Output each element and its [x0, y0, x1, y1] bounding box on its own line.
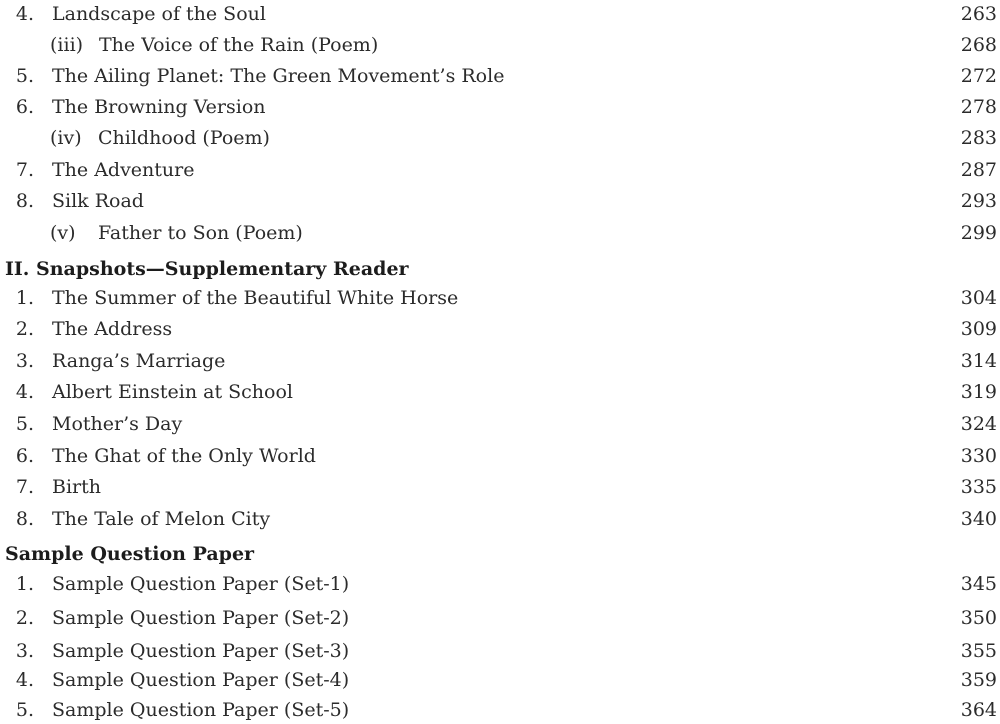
toc-entry	[0, 442, 1000, 470]
entry-page: 330	[960, 445, 997, 467]
toc-entry	[0, 124, 1000, 152]
entry-number: (iv)	[50, 127, 82, 149]
toc-entry	[0, 696, 1000, 724]
toc-entry	[0, 284, 1000, 312]
entry-title: The Browning Version	[52, 96, 266, 118]
entry-title: The Ailing Planet: The Green Movement’s Role	[52, 65, 505, 87]
toc-entry	[0, 505, 1000, 533]
toc-entry	[0, 219, 1000, 247]
entry-page: 293	[960, 190, 997, 212]
section-heading: Sample Question Paper	[5, 543, 255, 565]
toc-entry	[0, 315, 1000, 343]
entry-number: 5.	[15, 65, 34, 87]
entry-page: 319	[960, 381, 997, 403]
toc-entry	[0, 31, 1000, 59]
entry-number: 3.	[15, 350, 34, 372]
toc-entry	[0, 637, 1000, 665]
entry-number: 8.	[15, 508, 34, 530]
entry-number: 5.	[15, 699, 34, 721]
entry-title: The Tale of Melon City	[52, 508, 271, 530]
entry-number: 1.	[15, 573, 34, 595]
entry-number: 4.	[15, 381, 34, 403]
entry-page: 304	[960, 287, 997, 309]
entry-page: 287	[960, 159, 997, 181]
entry-page: 299	[960, 222, 997, 244]
entry-number: 7.	[15, 476, 34, 498]
toc-entry	[0, 570, 1000, 598]
toc-entry	[0, 604, 1000, 632]
entry-title: The Address	[52, 318, 173, 340]
entry-title: Father to Son (Poem)	[98, 222, 303, 244]
entry-title: Sample Question Paper (Set-1)	[52, 573, 350, 595]
entry-number: 8.	[15, 190, 34, 212]
toc-entry	[0, 156, 1000, 184]
entry-page: 309	[960, 318, 997, 340]
entry-title: The Voice of the Rain (Poem)	[99, 34, 379, 56]
entry-title: Sample Question Paper (Set-5)	[52, 699, 350, 721]
entry-title: Birth	[52, 476, 101, 498]
entry-page: 359	[960, 669, 997, 691]
entry-page: 335	[960, 476, 997, 498]
entry-number: 2.	[15, 318, 34, 340]
entry-page: 272	[960, 65, 997, 87]
entry-number: (v)	[50, 222, 76, 244]
entry-page: 345	[960, 573, 997, 595]
entry-page: 350	[960, 607, 997, 629]
entry-title: Sample Question Paper (Set-2)	[52, 607, 350, 629]
entry-title: Silk Road	[52, 190, 144, 212]
entry-number: 6.	[15, 96, 34, 118]
entry-number: 6.	[15, 445, 34, 467]
entry-number: 1.	[15, 287, 34, 309]
entry-page: 355	[960, 640, 997, 662]
entry-title: Albert Einstein at School	[52, 381, 293, 403]
entry-title: Sample Question Paper (Set-4)	[52, 669, 350, 691]
toc-entry	[0, 410, 1000, 438]
entry-page: 283	[960, 127, 997, 149]
entry-title: Childhood (Poem)	[98, 127, 270, 149]
entry-page: 263	[960, 3, 997, 25]
entry-number: 4.	[15, 669, 34, 691]
entry-title: The Summer of the Beautiful White Horse	[52, 287, 459, 309]
entry-page: 324	[960, 413, 997, 435]
toc-entry	[0, 666, 1000, 694]
entry-number: 7.	[15, 159, 34, 181]
entry-page: 340	[960, 508, 997, 530]
toc-entry	[0, 187, 1000, 215]
entry-title: Sample Question Paper (Set-3)	[52, 640, 350, 662]
toc-entry	[0, 473, 1000, 501]
entry-number: (iii)	[50, 34, 84, 56]
toc-entry	[0, 347, 1000, 375]
entry-title: Ranga’s Marriage	[52, 350, 226, 372]
entry-number: 2.	[15, 607, 34, 629]
entry-page: 364	[960, 699, 997, 721]
entry-page: 314	[960, 350, 997, 372]
entry-title: The Ghat of the Only World	[52, 445, 316, 467]
toc-entry	[0, 62, 1000, 90]
entry-number: 5.	[15, 413, 34, 435]
toc-entry	[0, 93, 1000, 121]
toc-entry	[0, 378, 1000, 406]
toc-entry	[0, 0, 1000, 28]
section-heading: II. Snapshots—Supplementary Reader	[5, 258, 409, 280]
entry-page: 268	[960, 34, 997, 56]
entry-title: Landscape of the Soul	[52, 3, 266, 25]
entry-title: The Adventure	[52, 159, 195, 181]
entry-number: 3.	[15, 640, 34, 662]
entry-title: Mother’s Day	[52, 413, 183, 435]
entry-page: 278	[960, 96, 997, 118]
entry-number: 4.	[15, 3, 34, 25]
